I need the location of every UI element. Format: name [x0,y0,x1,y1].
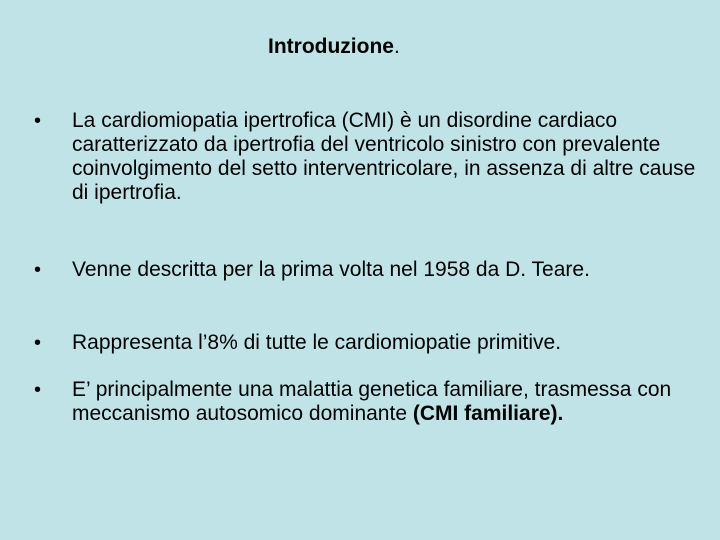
bullet-text: Venne descritta per la prima volta nel 1958 da D. Teare. [72,258,590,281]
bullet-text-emphasis: (CMI familiare). [412,402,564,425]
bullet-dot-icon: • [34,332,42,354]
bullet-text-main: E’ principalmente una malattia genetica familiare, trasmessa con meccanismo autosomico dominante [72,378,672,425]
slide-title [268,34,400,60]
bullet-dot-icon: • [34,379,42,401]
bullet-text: Rappresenta l’8% di tutte le cardiomiopatie primitive. [72,331,562,354]
bullet-text: La cardiomiopatia ipertrofica (CMI) è un disordine cardiaco caratterizzato da ipertrofia del ventricolo sinistro con prevalente coinvolgimento del setto interventricolare, in assenza di altre cause di ipertrofia. [72,109,696,204]
bullet-text [72,378,702,426]
slide-title-text: Introduzione [268,35,394,58]
slide-title-suffix: . [393,35,400,58]
bullet-dot-icon: • [34,110,42,132]
bullet-dot-icon: • [34,259,42,281]
